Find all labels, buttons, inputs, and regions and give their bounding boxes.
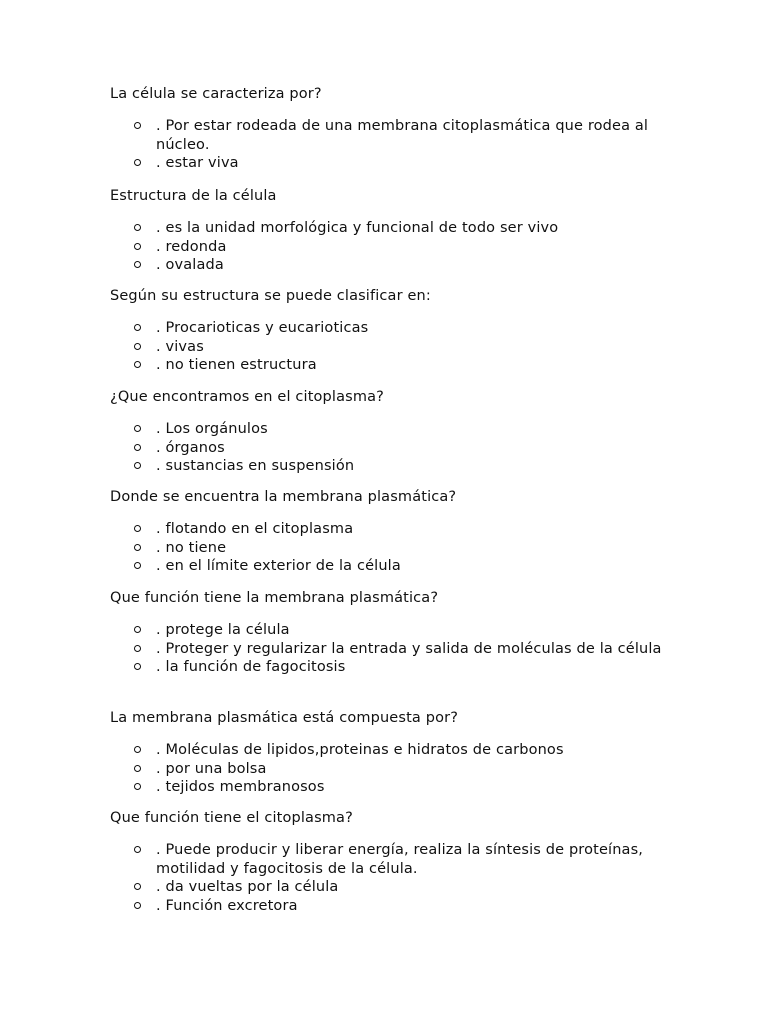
circle-bullet-icon (134, 343, 141, 350)
option-item (110, 658, 670, 677)
option-list (110, 841, 670, 915)
option-item (110, 520, 670, 539)
circle-bullet-icon (134, 663, 141, 670)
circle-bullet-icon (134, 324, 141, 331)
question-title: Según su estructura se puede clasificar en: (110, 288, 431, 304)
option-item (110, 741, 670, 760)
circle-bullet-icon (134, 783, 141, 790)
question-title: La membrana plasmática está compuesta por? (110, 710, 459, 726)
option-text: . órganos (156, 439, 225, 456)
option-list (110, 219, 670, 275)
option-item (110, 640, 670, 659)
circle-bullet-icon (134, 361, 141, 368)
question-block-2 (110, 187, 670, 275)
question-title: Que función tiene el citoplasma? (110, 810, 353, 826)
option-list (110, 319, 670, 375)
circle-bullet-icon (134, 224, 141, 231)
option-list (110, 520, 670, 576)
circle-bullet-icon (134, 626, 141, 633)
option-item (110, 256, 670, 275)
question-block-3 (110, 287, 670, 375)
circle-bullet-icon (134, 645, 141, 652)
circle-bullet-icon (134, 159, 141, 166)
option-text: . da vueltas por la célula (156, 879, 339, 895)
question-block-5 (110, 488, 670, 576)
option-text: . Puede producir y liberar energía, realiza la síntesis de proteínas, motilidad y fagocitosis de la célula. (156, 842, 644, 877)
option-item (110, 356, 670, 375)
question-title: Donde se encuentra la membrana plasmática? (110, 489, 457, 505)
option-text: . Procarioticas y eucarioticas (156, 320, 369, 336)
circle-bullet-icon (134, 462, 141, 469)
question-title: Estructura de la célula (110, 188, 277, 204)
circle-bullet-icon (134, 544, 141, 551)
question-title: La célula se caracteriza por? (110, 86, 322, 102)
option-text: . protege la célula (156, 622, 290, 638)
option-text: . redonda (156, 238, 227, 255)
question-block-6 (110, 589, 670, 677)
question-block-7 (110, 709, 670, 797)
option-text: . es la unidad morfológica y funcional de todo ser vivo (156, 220, 559, 236)
option-text: . Los orgánulos (156, 421, 268, 437)
option-item (110, 778, 670, 797)
circle-bullet-icon (134, 902, 141, 909)
circle-bullet-icon (134, 122, 141, 129)
circle-bullet-icon (134, 444, 141, 451)
option-item (110, 117, 670, 154)
option-item (110, 621, 670, 640)
option-item (110, 338, 670, 357)
option-item (110, 760, 670, 779)
option-text: . estar viva (156, 155, 239, 171)
option-item (110, 439, 670, 458)
question-title: Que función tiene la membrana plasmática? (110, 590, 439, 606)
option-item (110, 878, 670, 897)
circle-bullet-icon (134, 746, 141, 753)
circle-bullet-icon (134, 261, 141, 268)
question-title: ¿Que encontramos en el citoplasma? (110, 389, 384, 405)
option-item (110, 238, 670, 257)
option-text: . Proteger y regularizar la entrada y salida de moléculas de la célula (156, 640, 662, 657)
circle-bullet-icon (134, 562, 141, 569)
question-block-8 (110, 809, 670, 915)
option-text: . por una bolsa (156, 760, 267, 777)
option-text: . flotando en el citoplasma (156, 521, 354, 537)
option-item (110, 897, 670, 916)
option-text: . en el límite exterior de la célula (156, 558, 401, 574)
option-text: . tejidos membranosos (156, 779, 325, 795)
option-text: . ovalada (156, 257, 224, 273)
option-text: . no tienen estructura (156, 357, 317, 373)
option-text: . vivas (156, 338, 204, 355)
option-item (110, 319, 670, 338)
option-item (110, 219, 670, 238)
option-item (110, 841, 670, 878)
option-item (110, 557, 670, 576)
circle-bullet-icon (134, 525, 141, 532)
option-list (110, 117, 670, 173)
option-list (110, 621, 670, 677)
option-text: . Función excretora (156, 897, 298, 914)
circle-bullet-icon (134, 425, 141, 432)
circle-bullet-icon (134, 765, 141, 772)
option-item (110, 420, 670, 439)
circle-bullet-icon (134, 883, 141, 890)
circle-bullet-icon (134, 846, 141, 853)
option-item (110, 457, 670, 476)
option-item (110, 154, 670, 173)
circle-bullet-icon (134, 243, 141, 250)
option-item (110, 539, 670, 558)
option-text: . sustancias en suspensión (156, 458, 355, 474)
question-block-1 (110, 85, 670, 173)
option-text: . Por estar rodeada de una membrana citoplasmática que rodea al núcleo. (156, 118, 649, 153)
option-text: . no tiene (156, 539, 227, 556)
option-list (110, 741, 670, 797)
option-text: . Moléculas de lipidos,proteinas e hidratos de carbonos (156, 742, 564, 758)
option-text: . la función de fagocitosis (156, 659, 346, 675)
question-block-4 (110, 388, 670, 476)
option-list (110, 420, 670, 476)
